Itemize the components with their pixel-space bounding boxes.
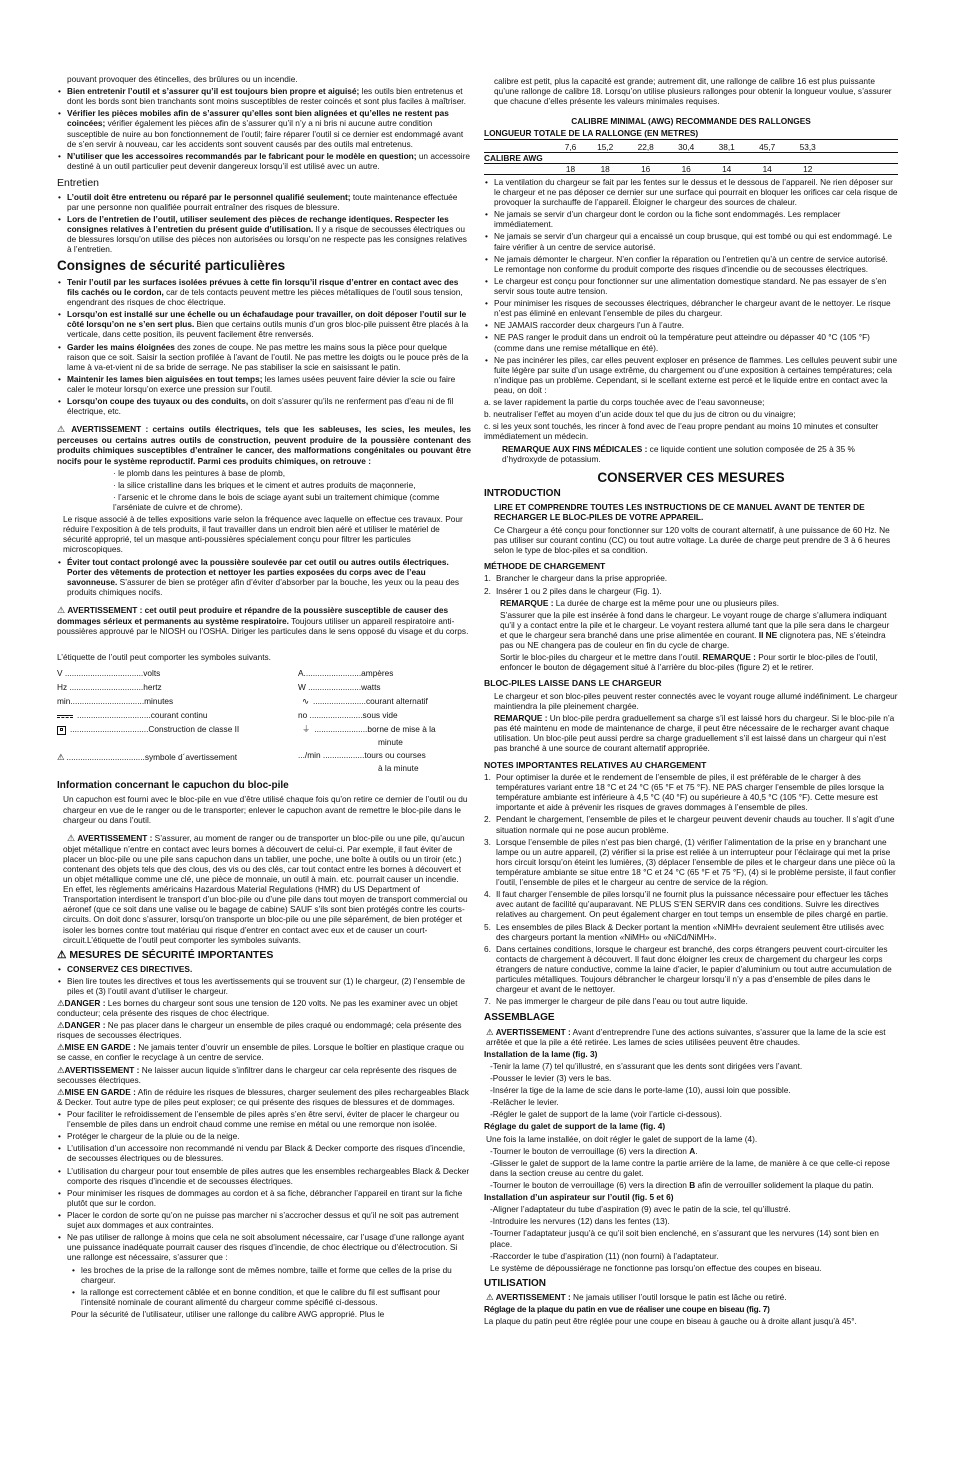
symbol-dc: ................................courant continu	[57, 710, 208, 720]
consignes-heading: Consignes de sécurité particulières	[57, 258, 286, 274]
table-cell: 15,2	[597, 141, 614, 152]
list-item: • NE JAMAIS raccorder deux chargeurs l’un à l’autre.	[484, 320, 898, 330]
capuchon-heading: Information concernant le capuchon du bloc-pile	[57, 780, 289, 792]
symbol-watts: W .......................watts	[298, 682, 381, 693]
intro-bold: LIRE ET COMPRENDRE TOUTES LES INSTRUCTIONS DE CE MANUEL AVANT DE TENTER DE RECHARGER LE BLOC-PILES DE VOTRE APPAREIL.	[494, 502, 865, 523]
warning-paragraph: ⚠ AVERTISSEMENT : Ne jamais utiliser l’outil lorsque le patin est lâche ou retiré.	[486, 1292, 787, 1303]
symbols-intro: L’étiquette de l’outil peut comporter les symboles suivants.	[57, 652, 271, 663]
conserver-heading: CONSERVER CES MESURES	[597, 469, 785, 485]
step: -Introduire les nervures (12) dans les fentes (13).	[490, 1216, 670, 1227]
step: -Pousser le levier (3) vers le bas.	[490, 1073, 612, 1084]
table-cell: 18	[600, 163, 610, 174]
intro-text: Ce Chargeur a été conçu pour fonctionner sur 120 volts de courant alternatif, à une puissance de 60 Hz. Ne pas utiliser sur courant continu (CC) ou tout autre voltage. La durée de charge peut prendre de 3 à 6 heures selon le type de bloc-piles et sa condition.	[494, 524, 891, 555]
list-item: • Lorsqu’on coupe des tuyaux ou des conduits, on doit s’assurer qu’ils ne renferment pas d’eau ni de fil électrique, etc.	[57, 396, 471, 416]
paragraph: Une fois la lame installée, on doit régler le galet de support de la lame (4).	[486, 1133, 758, 1144]
introduction-heading: INTRODUCTION	[484, 488, 561, 500]
table-cell: 14	[762, 163, 772, 174]
list-item: a. se laver rapidement la partie du corps touchée avec de l’eau savonneuse;	[484, 397, 765, 408]
paragraph: La plaque du patin peut être réglée pour une coupe en biseau à gauche ou à droite allant jusqu’à 45°.	[484, 1316, 857, 1327]
table-cell: 14	[722, 163, 732, 174]
warning-icon: ⚠	[57, 997, 65, 1008]
warning-icon: ⚠	[67, 832, 76, 843]
step: -Aligner l’adaptateur du tube d’aspiration (9) avec le patin de la scie, tel qu’illustré.	[490, 1204, 791, 1215]
list-item: • les broches de la prise de la rallonge sont de mêmes nombre, taille et forme que celles de la prise du chargeur.	[71, 1265, 471, 1285]
table-cell: CALIBRE AWG	[484, 152, 543, 163]
list-item: 1. Pour optimiser la durée et le rendement de l’ensemble de piles, il est préférable de le charger à des températures variant entre 18 °C et 24 °C (65 °F et 75 °F). NE PAS charger l’ensemble de piles lorsque la température ambiante est inférieure à 4,5 °C (40 °F) ou supérieure à 40,5 °C (105 °F). Cette mesure est importante et aide à prévenir les risques de graves dommages à l’ensemble de piles.	[484, 772, 885, 813]
list-item: 1. Brancher le chargeur dans la prise appropriée.	[484, 573, 668, 584]
warning-icon: ⚠	[57, 1086, 65, 1097]
table-title: CALIBRE MINIMAL (AWG) RECOMMANDE DES RALLONGES	[571, 116, 811, 127]
list-item: · le plomb dans les peintures à base de plomb,	[113, 467, 286, 478]
list-item: • Éviter tout contact prolongé avec la poussière soulevée par cet outil ou autres outils électriques. Porter des vêtements de protection et nettoyer les parties exposées du corps avec de l’eau savonneuse. S’assurer de bien se protéger afin d’éviter d’absorber par la bouche, les yeux ou la peau des produits chimiques nocifs.	[57, 557, 471, 597]
symbol-minutes: min................................minutes	[57, 696, 174, 707]
ground-icon: ⏚	[302, 724, 311, 735]
paragraph: Le système de dépoussiérage ne fonctionne pas lorsqu’on effectue des coupes en biseau.	[490, 1262, 822, 1273]
table-cell: 18	[565, 163, 576, 174]
list-item: • Ne jamais se servir d’un chargeur qui a encaissé un coup brusque, qui est tombé ou qui est endommagé. Le faire vérifier à un centre de service autorisé.	[484, 231, 898, 251]
warning-icon: ⚠	[57, 1042, 65, 1053]
list-item: • CONSERVEZ CES DIRECTIVES.	[57, 964, 471, 974]
list-item: 2. Pendant le chargement, l’ensemble de piles et le chargeur peuvent devenir chauds au toucher. Il s’agit d’une situation normale qui ne pose aucun problème.	[484, 814, 895, 835]
symbol-rpm: .../min ..................tours ou courses	[298, 750, 426, 761]
list-item: • Lorsqu’on est installé sur une échelle ou un échafaudage pour travailler, on doit déposer l’outil sur le côté lorsqu’on ne s’en sert plus. Bien que certains outils munis d’un gros bloc-pile puissent être placés à la verticale, dans cette position, ils peuvent facilement être renversés.	[57, 309, 471, 339]
danger-paragraph: ⚠DANGER : Les bornes du chargeur sont sous une tension de 120 volts. Ne pas les examiner avec un objet conducteur; cela présente des risques de choc électrique.	[57, 997, 458, 1019]
warning-paragraph: ⚠ AVERTISSEMENT : Avant d’entreprendre l’une des actions suivantes, s’assurer que la lame de la scie est arrêtée et que la pile a été retirée. Les lames de scies utilisées peuvent être chaudes.	[486, 1026, 886, 1047]
left-column	[57, 74, 471, 1321]
list-item: • la rallonge est correctement câblée et en bonne condition, et que le calibre du fil est suffisant pour l’intensité nominale de courant alimenté du chargeur comme spécifié ci-dessous.	[71, 1287, 471, 1307]
aspirateur-heading: Installation d’un aspirateur sur l’outil (fig. 5 et 6)	[484, 1192, 674, 1203]
list-item: • La ventilation du chargeur se fait par les fentes sur le dessus et le dessous de l’appareil. Ne rien déposer sur le chargeur et ne pas déposer ce dernier sur une surface qui pourrait en bloquer les orifices car cela risque de provoquer la surchauffe de l’appareil. Éloigner le chargeur des sources de chaleur.	[484, 177, 898, 207]
step: -Glisser le galet de support de la lame contre la partie arrière de la lame, de manière à ce que celle-ci repose dans la section creuse au centre du galet.	[490, 1157, 890, 1178]
paragraph: S’assurer que la pile est insérée à fond dans le chargeur. Le voyant rouge de charge s’allumera indiquant qu’il y a contact entre la pile et le chargeur. Le voyant restera allumé tant que la pile sera dans le chargeur et que le chargeur sera branché dans une prise alimentée en courant. Il NE clignotera pas, NE s’éteindra pas ou NE changera pas de couleur en fin du cycle de charge.	[500, 609, 890, 651]
list-item: • Ne pas incinérer les piles, car elles peuvent exploser en présence de flammes. Les cellules peuvent subir une fuite légère par suite d’un usage extrême, du chargement ou d’une exposition à certaines températures; cela n’indique pas un problème. Cependant, si le scellant externe est percé et le liquide entre en contact avec la peau, on doit :	[484, 355, 898, 395]
lame-heading: Installation de la lame (fig. 3)	[484, 1048, 598, 1059]
utilisation-heading: UTILISATION	[484, 1277, 547, 1289]
laisse-heading: BLOC-PILES LAISSE DANS LE CHARGEUR	[484, 678, 662, 689]
list-item: • Pour minimiser les risques de secousses électriques, débrancher le chargeur avant de le nettoyer. Le risque n’est pas éliminé en enlevant l’ensemble de piles du chargeur.	[484, 298, 898, 318]
risk-text: Le risque associé à de telles expositions varie selon la fréquence avec laquelle on effectue ces travaux. Pour réduire l’exposition à de tels produits, il faut travailler dans un endroit bien aéré et utiliser le matériel de sécurité approprié, tel un masque anti-poussières spécialement conçu pour filtrer les particules microscopiques.	[63, 514, 463, 555]
list-item: b. neutraliser l’effet au moyen d’un acide doux tel que du jus de citron ou du vinaigre;	[484, 409, 796, 420]
awg-table	[484, 142, 898, 175]
table-row	[484, 163, 898, 174]
symbol-ground: ⏚ .......................borne de mise à la	[302, 724, 436, 735]
list-item: • Bien entretenir l’outil et s’assurer qu’il est toujours bien propre et aiguisé; les outils bien entretenus et dont les bords sont bien tranchants sont moins susceptibles de rester coincés et sont plus faciles à maîtriser.	[57, 86, 471, 106]
paragraph: Le chargeur et son bloc-piles peuvent rester connectés avec le voyant rouge allumé indéfiniment. Le chargeur maintiendra la pile pleinement chargée.	[494, 690, 898, 711]
intro-text: pouvant provoquer des étincelles, des brûlures ou un incendie.	[67, 74, 298, 84]
symbols-table	[57, 666, 471, 772]
list-item: 5. Les ensembles de piles Black & Decker portant la mention «NiMH» devraient seulement être utilisés avec des chargeurs portant la mention «NiMH» ou «NiCd/NiMH».	[484, 921, 884, 942]
list-item: • Garder les mains éloignées des zones de coupe. Ne pas mettre les mains sous la pièce pour quelque raison que ce soit. Saisir la section profilée à l’avant de l’outil. Ne pas mettre les doigts ou le pouce près de la lame à va-et-vient ni de sa bride de serrage. Ne pas stabiliser la scie en saisissant le patin.	[57, 342, 471, 372]
methode-heading: MÉTHODE DE CHARGEMENT	[484, 560, 606, 571]
class2-icon	[57, 726, 66, 735]
capuchon-text: Un capuchon est fourni avec le bloc-pile en vue d’être utilisé chaque fois qu’on retire ce dernier de l’outil ou du chargeur en vue de le ranger ou de le transporter; enlever le capuchon avant de remettre le bloc-pile dans le chargeur ou dans l’outil.	[63, 794, 468, 825]
table-row	[484, 142, 898, 153]
step: -Tourner le bouton de verrouillage (6) vers la direction B afin de verrouiller solidement la plaque du patin.	[490, 1180, 874, 1191]
table-cell: 45,7	[759, 141, 776, 152]
list-item: • N’utiliser que les accessoires recommandés par le fabricant pour le modèle en question; un accessoire destiné à un outil particulier peut devenir dangereux lorsqu’il est utilisé avec un autre.	[57, 151, 471, 171]
list-item: · l’arsenic et le chrome dans le bois de sciage ayant subi un traitement chimique (comme l’arséniate de cuivre et de chrome).	[113, 491, 440, 512]
warning-icon: ⚠	[486, 1026, 494, 1037]
step: -Insérer la tige de la lame de scie dans le porte-lame (10), aussi loin que possible.	[490, 1085, 791, 1096]
list-item: • Ne jamais démonter le chargeur. N’en confier la réparation ou l’entretien qu’à un centre de service autorisé. Le remontage non conforme du produit comporte des risques d’incendie ou de secousses électriques.	[484, 254, 898, 274]
step: -Relâcher le levier.	[490, 1097, 559, 1108]
danger-paragraph: ⚠DANGER : Ne pas placer dans le chargeur un ensemble de piles craqué ou endommagé; cela présente des risques de secousses électriques.	[57, 1020, 462, 1041]
list-item: • Ne pas utiliser de rallonge à moins que cela ne soit absolument nécessaire, car l’usage d’une rallonge ayant une puissance inadéquate pourrait causer des risques d’incendie, de choc électrique ou d’électrocution. Si une rallonge est nécessaire, s’assurer que :	[57, 1232, 471, 1262]
entretien-heading: Entretien	[57, 176, 100, 189]
list-item: • Pour faciliter le refroidissement de l’ensemble de piles après s’en être servi, éviter de placer le chargeur ou l’ensemble de piles dans un endroit chaud comme une remise en métal ou une remorque non isolée.	[57, 1109, 471, 1129]
warning-paragraph: ⚠ AVERTISSEMENT : cet outil peut produire et répandre de la poussière susceptible de causer des dommages sérieux et permanents au système respiratoire. Toujours utiliser un appareil respiratoire anti-poussières approuvé par le NIOSH ou l’OSHA. Diriger les particules dans le sens opposé du visage et du corps.	[57, 604, 469, 637]
warning-icon: ⚠	[57, 948, 67, 961]
symbol-ac: ∿ .......................courant alternatif	[302, 696, 428, 707]
paragraph: Sortir le bloc-piles du chargeur et le mettre dans l’outil. REMARQUE : Pour sortir le bloc-piles de l’outil, enfoncer le bouton de dégagement situé à l’arrière du bloc-piles (figure 2) et le retirer.	[500, 652, 878, 673]
list-item: • Protéger le chargeur de la pluie ou de la neige.	[57, 1131, 471, 1141]
list-item: • Ne jamais se servir d’un chargeur dont le cordon ou la fiche sont endommagés. Les remplacer immédiatement.	[484, 209, 898, 229]
caution-paragraph: ⚠MISE EN GARDE : Ne jamais tenter d’ouvrir un ensemble de piles. Lorsque le boîtier en plastique craque ou se casse, en confier le recyclage à un centre de service.	[57, 1042, 464, 1063]
warning-icon: ⚠	[57, 604, 66, 615]
step: -Tourner le bouton de verrouillage (6) vers la direction A.	[490, 1145, 698, 1156]
symbol-class2: ..................................Construction de classe II	[57, 724, 239, 734]
warning-paragraph: ⚠AVERTISSEMENT : Ne laisser aucun liquide s’infiltrer dans le chargeur car cela représente des risques de secousses électriques.	[57, 1064, 457, 1085]
list-item: • L’outil doit être entretenu ou réparé par le personnel qualifié seulement; toute maintenance effectuée par une personne non qualifiée pourrait entraîner des risques de blessure.	[57, 192, 471, 212]
symbol-no-load: no .......................sous vide	[298, 710, 398, 721]
list-item: • NE PAS ranger le produit dans un endroit où la température peut atteindre ou dépasser 40 °C (105 °F) (comme dans une remise métallique en été).	[484, 332, 898, 352]
symbol-warning: ⚠ ..................................symbole d´avertissement	[57, 752, 238, 763]
warning-icon: ⚠	[57, 1064, 65, 1075]
symbol-rpm-cont: à la minute	[378, 763, 419, 774]
list-item: • L’utilisation du chargeur pour tout ensemble de piles autres que les ensembles rechargeables Black & Decker comporte des risques d’incendie et de secousses électriques.	[57, 1166, 471, 1186]
caution-paragraph: ⚠MISE EN GARDE : Afin de réduire les risques de blessures, charger seulement des piles rechargeables Black & Decker. Tout autre type de piles peut exploser; ce qui présente des risques de blessures et de dommages.	[57, 1086, 469, 1107]
list-item: • Vérifier les pièces mobiles afin de s’assurer qu’elles sont bien alignées et qu’elles ne restent pas coincées; vérifier également les pièces afin de s’assurer qu’il n’y a ni bris ni aucune autre condition susceptible de nuire au bon fonctionnement de l’outil; faire réparer l’outil si ce dernier est endommagé avant de s’en servir à nouveau, car les accidents sont souvent causés par des outils mal entretenus.	[57, 108, 471, 148]
warning-icon: ⚠	[57, 752, 65, 763]
symbol-amperes: A.........................ampères	[298, 668, 394, 679]
step: -Tenir la lame (7) tel qu’illustré, en s’assurant que les dents sont dirigées vers l’avant.	[490, 1060, 803, 1071]
step: -Tourner l’adaptateur jusqu’à ce qu’il soit bien enclenché, en s’assurant que les nervures (14) sont bien en place.	[490, 1228, 879, 1249]
warning-paragraph: ⚠ AVERTISSEMENT : certains outils électriques, tels que les sableuses, les scies, les meules, les perceuses ou certains autres outils de construction, peuvent produire de la poussière contenant des produits chimiques susceptibles d’entraîner le cancer, des malformations congénitales ou pouvant être nocifs pour le système reproductif. Parmi ces produits chimiques, on retrouve :	[57, 424, 471, 466]
symbol-volts: V ..................................volts	[57, 668, 161, 679]
list-item: 7. Ne pas immerger le chargeur de pile dans l’eau ou tout autre liquide.	[484, 996, 748, 1007]
step: -Raccorder le tube d’aspiration (11) (non fourni) à l’adaptateur.	[490, 1250, 719, 1261]
list-item: 4. Il faut charger l’ensemble de piles lorsqu’il ne fournit plus la puissance nécessaire pour effectuer les tâches avec autant de facilité qu’auparavant. NE PLUS S’EN SERVIR dans ces conditions. Suivre les directives relatives au chargement. On peut également charger en tout temps un ensemble de piles chargé en partie.	[484, 889, 889, 920]
assemblage-heading: ASSEMBLAGE	[484, 1012, 555, 1024]
list-item: • L’utilisation d’un accessoire non recommandé ni vendu par Black & Decker comporte des risques d’incendie, de secousses électriques ou de blessures.	[57, 1143, 471, 1163]
notes-heading: NOTES IMPORTANTES RELATIVES AU CHARGEMENT	[484, 759, 707, 770]
galet-heading: Réglage du galet de support de la lame (fig. 4)	[484, 1121, 666, 1132]
step: -Régler le galet de support de la lame (voir l’article ci-dessous).	[490, 1109, 722, 1120]
table-row	[484, 152, 898, 163]
medical-note: REMARQUE AUX FINS MÉDICALES : ce liquide contient une solution composée de 25 à 35 % d’hydroxyde de potassium.	[502, 443, 855, 464]
list-item: • Tenir l’outil par les surfaces isolées prévues à cette fin lorsqu’il risque d’entrer en contact avec des fils cachés ou le cordon, car de tels contacts peuvent mettre les pièces métalliques de l’outil sous tension, engendrant des risques de choc électrique.	[57, 277, 471, 307]
list-item: 3. Lorsque l’ensemble de piles n’est pas bien chargé, (1) vérifier l’alimentation de la prise en y branchant une lampe ou un autre appareil, (2) vérifier si la prise est reliée à un interrupteur pour l’éclairage qui met la prise hors circuit lorsqu’on éteint les lumières, (3) déplacer l’ensemble de piles et le chargeur dans une pièce où la température ambiante se situe entre 18 °C et 24 °C (65 °F et 75 °F), (4) si le problème persiste, il faut confier l’outil, l’ensemble de piles et le chargeur au centre de service de la région.	[484, 836, 896, 888]
closing-text: Pour la sécurité de l’utilisateur, utiliser une rallonge du calibre AWG approprié. Plus le	[71, 1309, 385, 1319]
list-item: · la silice cristalline dans les briques et le ciment et autres produits de maçonnerie,	[113, 479, 416, 490]
right-column	[484, 76, 898, 1328]
continuation-text: calibre est petit, plus la capacité est grande; autrement dit, une rallonge de calibre 16 est plus puissante qu’une rallonge de calibre 18. Lorsqu’on utilise plusieurs rallonges pour obtenir la longueur voulue, s’assurer que chacune d’elles présente les valeurs minimales requises.	[494, 76, 892, 107]
list-item: c. si les yeux sont touchés, les rincer à fond avec de l’eau propre pendant au moins 10 minutes et consulter immédiatement un médecin.	[484, 421, 879, 442]
table-cell: 22,8	[637, 141, 654, 152]
list-item: • Le chargeur est conçu pour fonctionner sur une alimentation domestique standard. Ne pas essayer de s’en servir sous toute autre tension.	[484, 276, 898, 296]
note-text: REMARQUE : La durée de charge est la même pour une ou plusieurs piles.	[500, 597, 780, 608]
warning-icon: ⚠	[57, 1020, 65, 1031]
table-cell: 30,4	[678, 141, 695, 152]
table-cell: 16	[681, 163, 691, 174]
symbol-hertz: Hz ................................hertz	[57, 682, 162, 693]
list-item: • Placer le cordon de sorte qu’on ne puisse pas marcher ni s’accrocher dessus et qu’il ne soit pas autrement sujet aux dommages et aux contraintes.	[57, 1210, 471, 1230]
list-item: • Lors de l’entretien de l’outil, utiliser seulement des pièces de rechange identiques. Respecter les consignes relatives à l’entretien du présent guide d’utilisation. Il y a risque de secousses électriques ou de blessures lorsqu’on utilise des pièces non autorisées ou lorsqu’on ne respecte pas les consignes relatives à l’entretien.	[57, 214, 471, 254]
table-subtitle: LONGUEUR TOTALE DE LA RALLONGE (EN METRES)	[484, 128, 898, 139]
table-cell: 12	[803, 163, 813, 174]
list-item: • Maintenir les lames bien aiguisées en tout temps; les lames usées peuvent faire dévier la scie ou faire caler le moteur lorsqu’on exerce une pression sur l’outil.	[57, 374, 471, 394]
list-item: • Pour minimiser les risques de dommages au cordon et à sa fiche, débrancher l’appareil en tirant sur la fiche plutôt que sur le cordon.	[57, 1188, 471, 1208]
warning-paragraph: ⚠ AVERTISSEMENT : S’assurer, au moment de ranger ou de transporter un bloc-pile ou une pile, qu’aucun objet métallique n’entre en contact avec leurs bornes à découvert de celui-ci. Par exemple, il faut éviter de placer un bloc-pile ou une pile sans capuchon dans un tablier, une poche, une boîte à outils ou un tiroir (etc.) contenant des objets tels que des clous, des vis ou des clés, car tout contact entre les bornes à découvert et un objet métallique comme une clé, une pièce de monnaie, un outil à main. etc. pourrait causer un incendie. En effet, les règlements américains Hazardous Material Regulations (HMR) du US Department of Transportation interdisent le transport d’un bloc-pile ou d’une pile dans tout moyen de transport commercial ou aéronef (que ce soit dans une valise ou le bagage de cabine) SAUF s’ils sont bien protégés contre les courts-circuits. On doit donc s’assurer, lorsqu’on transporte un bloc-pile ou une pile séparément, de bien protéger et isoler les bornes contre tout matériau qui risque d’entrer en contact avec eux et de causer un court-circuit.L’étiquette de l’outil peut comporter les symboles suivants.	[63, 832, 468, 945]
note-text: REMARQUE : Un bloc-pile perdra graduellement sa charge s’il est laissé hors du chargeur. Si le bloc-pile n’a pas été maintenu en mode de maintenance de charge, il peut être nécessaire de le recharger avant chaque utilisation. Un bloc-pile peut aussi perdre sa charge graduellement s’il est laissé dans un chargeur qui n’est pas branché à une source de courant alternatif appropriée.	[494, 713, 895, 754]
mesures-heading: ⚠ MESURES DE SÉCURITÉ IMPORTANTES	[57, 948, 274, 961]
warning-icon: ⚠	[486, 1292, 494, 1303]
warning-icon: ⚠	[57, 424, 68, 435]
ac-icon: ∿	[302, 696, 309, 707]
list-item: • Bien lire toutes les directives et tous les avertissements qui se trouvent sur (1) le chargeur, (2) l’ensemble de piles et (3) l’outil avant d’utiliser le chargeur.	[57, 976, 471, 996]
symbol-ground-cont: minute	[378, 737, 403, 748]
dc-icon	[57, 715, 73, 718]
table-cell: 16	[641, 163, 651, 174]
plaque-heading: Réglage de la plaque du patin en vue de réaliser une coupe en biseau (fig. 7)	[484, 1304, 770, 1315]
table-cell: 7,6	[564, 141, 577, 152]
table-cell: 38,1	[718, 141, 735, 152]
table-cell: 53,3	[799, 141, 816, 152]
list-item: 2. Insérer 1 ou 2 piles dans le chargeur (Fig. 1).	[484, 585, 662, 596]
list-item: 6. Dans certaines conditions, lorsque le chargeur est branché, des corps étrangers peuvent court-circuiter les contacts de chargement à découvert. Il faut donc éloigner les creux de chargement du chargeur les corps étrangers de nature conductive, comme la laine d’acier, le papier d’aluminium ou tout autre accumulation de particules métalliques. Toujours débrancher le chargeur lorsqu’il n’y a pas d’ensemble de piles dans le chargeur et avant de le nettoyer.	[484, 943, 892, 995]
